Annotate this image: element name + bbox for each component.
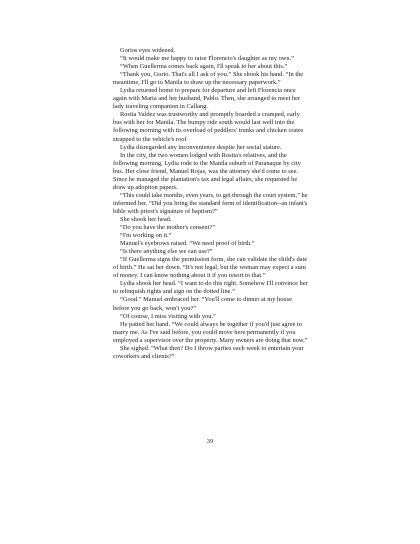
paragraph: “Thank you, Gorio. That's all I ask of you.” She shook his hand. “In the meantime, I'll go to Manila to draw up the necessary paperwork.” bbox=[113, 71, 304, 87]
paragraph: “Good.” Manuel embraced her. “You'll come to dinner at my house before you go back, won't you?” bbox=[113, 296, 292, 312]
paragraph: Lydia shook her head. “I want to do this right. Somehow I'll convince her to relinquish rights and sign on the dotted line.” bbox=[113, 280, 308, 296]
page-number: 39 bbox=[206, 438, 214, 445]
paragraph: Lydia disregarded any inconvenience despite her social stature. bbox=[120, 143, 282, 151]
paragraph: He patted her hand. “We could always be together if you'd just agree to marry me. As I've said before, you could move here permanently if you employed a supervisor over the property. Many owners are doing that now.” bbox=[113, 320, 308, 344]
paragraph: Manuel's eyebrows raised. “We need proof of birth.” bbox=[120, 240, 255, 248]
paragraph: “If Guellerma signs the permission form, she can validate the child's date of birth.” He sat her down. “It's not legal, but the woman may expect a sum of money. I can know nothing about it if you resort to that.” bbox=[113, 256, 308, 280]
paragraph: “It would make me happy to raise Florencio's daughter as my own.” bbox=[120, 55, 295, 63]
paragraph: She sighed. “What then? Do I throw parties each week to entertain your coworkers and clients?” bbox=[113, 344, 304, 360]
paragraph: She shook her head. bbox=[120, 215, 172, 223]
paragraph: “When Guellerma comes back again, I'll speak to her about this.” bbox=[120, 63, 288, 71]
body-text bbox=[113, 47, 308, 361]
paragraph: “Is there anything else we can use?” bbox=[120, 248, 213, 256]
paragraph: In the city, the two women lodged with Rosita's relatives, and the following morning, Lydia rode to the Manila suburb of Paranaque by city bus. Her close friend, Manuel Rojas, was the attorney she'd come to see. Since he managed the plantation's tax and legal affairs, she requested he draw up adoption papers. bbox=[113, 151, 301, 191]
paragraph: Rosita Valdez was trustworthy and promptly boarded a cramped, early bus with her for Manila. The bumpy ride south would last well into the following morning with its overload of peddlers' trunks and chicken crates strapped to the vehicle's roof bbox=[113, 111, 304, 143]
paragraph: “I'm working on it.” bbox=[120, 232, 172, 240]
paragraph: Lydia returned home to prepare for departure and left Florencia once again with Maria and her husband, Pablo. Then, she arranged to meet her lady traveling companion in Callang. bbox=[113, 87, 301, 111]
paragraph: “Of course, I miss visiting with you.” bbox=[120, 312, 216, 320]
paragraph: “Do you have the mother's consent?” bbox=[120, 224, 216, 232]
paragraph: Gorios eyes widened. bbox=[120, 47, 176, 54]
paragraph: “This could take months, even years, to get through the court system,” he informed her. “Did you bring the standard form of identification--an infant's bible with priest's signature of baptism?” bbox=[113, 191, 308, 215]
